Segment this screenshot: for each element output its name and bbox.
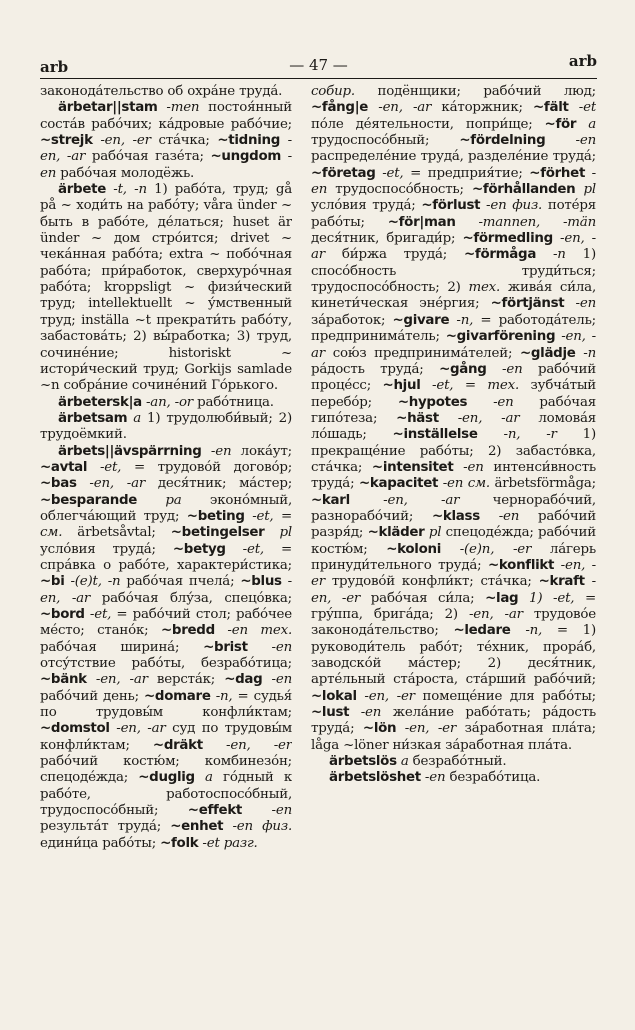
grammar-label: -en (575, 133, 596, 149)
definition-text (487, 362, 503, 377)
definition-text (439, 411, 458, 426)
headword: ~förmåga (464, 247, 537, 263)
grammar-label: -n, = (525, 623, 568, 639)
definition-text: эконóмный, облегчáющий труд; (40, 492, 292, 524)
grammar-label: -et (578, 100, 596, 116)
definition-text: 1) трудолюби́вый; 2) трудоёмкий. (40, 410, 292, 443)
definition-text: 1) прекращéние рабóты; 2) забастóвка, стáчка; (311, 427, 596, 475)
grammar-label: -en, -er (311, 557, 596, 590)
grammar-label: -(e)n, -er (459, 541, 532, 557)
grammar-label: mex. (468, 280, 501, 296)
definition-text: постоя́нный состáв рабóчих; кáдровые рабóчие; (40, 100, 292, 132)
definition-text: спрáвка о рабóте, характери́стика; (40, 557, 292, 573)
headword: ~förmedling (462, 231, 553, 247)
definition-text: рабóчая пчелá; (120, 574, 241, 590)
definition-text: законодáтельство об охрáне трудá. (40, 84, 283, 99)
headword: ~lön (362, 721, 397, 737)
definition-text: = трудовóй договóр; (121, 459, 292, 475)
grammar-label: -en (463, 459, 484, 475)
definition-text: рабóчая блу́за, спецóвка; (90, 590, 292, 606)
definition-text (265, 525, 280, 540)
definition-text: спецодéжда; рабóчий костю́м; (311, 525, 596, 557)
grammar-label: -et, = см. (40, 508, 292, 541)
definition-text: грýппа, бригáда; 2) (311, 607, 469, 622)
definition-text: рабóчий разря́д; (311, 508, 596, 541)
grammar-label: -en, -er (311, 574, 596, 606)
grammar-label: -en физ. (486, 198, 543, 214)
dictionary-entry (311, 84, 596, 754)
definition-text: рáдость трудá; (311, 361, 440, 377)
definition-text: зáработная плáта; låga ~löner ни́зкая зáработная плáта. (311, 721, 596, 753)
definition-text (350, 493, 383, 508)
definition-text (248, 640, 272, 655)
headword: ~enhet (170, 819, 224, 835)
definition-text (215, 623, 228, 638)
headword: ~kläder (367, 525, 425, 541)
headword: ~förhållanden (471, 182, 576, 198)
definition-text: ломовáя лóшадь; (311, 410, 596, 443)
grammar-label: -en, -ar (378, 100, 432, 116)
definition-text: би́ржа трудá; (325, 247, 464, 263)
headword: ~besparande (40, 492, 138, 508)
headword: ~hjul (382, 378, 421, 394)
definition-text (511, 623, 526, 638)
dictionary-entry (40, 84, 292, 100)
definition-text: едини́ца рабóты; (40, 835, 161, 851)
definition-text: рабóчая газéта; (85, 149, 211, 165)
grammar-label: -en (575, 296, 596, 312)
grammar-label: -en, -ar (89, 476, 146, 492)
headword: ~duglig (138, 770, 195, 786)
headword: ~domstol (40, 721, 110, 737)
headword: ~blus (240, 574, 282, 590)
grammar-label: -en (210, 443, 232, 459)
headword: ~karl (311, 492, 350, 508)
dictionary-entry (40, 395, 292, 411)
definition-text: трудоспосóбный; (311, 133, 460, 149)
grammar-label: -n (583, 345, 596, 361)
definition-text: подёнщики; рабóчий люд; (355, 84, 596, 99)
headword: ~förtjänst (490, 296, 565, 312)
headword: ~glädje (519, 345, 576, 361)
definition-text: желáние рабóтать; рáдость трудá; (311, 705, 596, 737)
headword: ~bord (40, 607, 85, 622)
headword: ~avtal (40, 459, 88, 475)
definition-text: рабóтница. (193, 394, 274, 410)
definition-text (585, 166, 592, 181)
grammar-label: -en, -er (364, 688, 415, 704)
headword: ärbetslös (329, 754, 397, 770)
grammar-label: -en (40, 149, 292, 181)
definition-text (137, 493, 165, 508)
grammar-label: -en, -ar (116, 721, 166, 737)
headword: ~beting (186, 508, 245, 524)
definition-text: судья́ по трудовы́м конфли́ктам; (40, 688, 292, 721)
definition-text (480, 509, 499, 524)
grammar-label: -n, = (215, 688, 249, 704)
grammar-label: -et, = (89, 607, 128, 622)
grammar-label: pl (279, 525, 292, 541)
definition-text: трудовóе законодáтельство; (311, 607, 596, 639)
headword: ~företag (311, 165, 376, 181)
headword: ~kraft (538, 574, 585, 590)
definition-text (453, 460, 463, 475)
headword: ärbets||ävspärrning (58, 443, 202, 459)
definition-text: потéря рабóты; (311, 198, 596, 230)
definition-text: 1) спосóбность труди́ться; трудоспосóбность; 2) (311, 247, 596, 296)
definition-text: рабóчий процéсс; (311, 361, 596, 394)
headword: ~koloni (386, 541, 441, 557)
definition-text (478, 427, 504, 442)
definition-text: лáгерь принуди́тельного трудá; (311, 541, 596, 573)
definition-text: деся́тник; мáстер; (145, 476, 292, 492)
headword: ~förlust (421, 198, 481, 214)
definition-text: помещéние для рабóты; (414, 688, 596, 704)
headword: ~betyg (172, 541, 226, 557)
grammar-label: pl (428, 525, 442, 541)
definition-text (441, 542, 460, 557)
definition-text (349, 705, 361, 720)
definition-text: интенси́вность трудá; (311, 459, 596, 492)
definition-text (421, 378, 433, 393)
grammar-label: -en (271, 639, 292, 655)
headword: ~bi (40, 574, 65, 590)
definition-text (564, 296, 575, 311)
headword: ~lust (311, 705, 350, 721)
definition-text: сою́з предпринимáтелей; (325, 345, 520, 361)
headword: ~fält (533, 100, 569, 116)
headword: ~för (544, 116, 577, 132)
headword: ~gång (439, 361, 487, 377)
headword: ~kapacitet (358, 476, 439, 492)
grammar-label: a (588, 116, 596, 132)
dictionary-entry (40, 411, 292, 444)
definition-text (456, 215, 479, 230)
header-left-guide-word: arb (40, 58, 69, 76)
definition-text: живáя си́ла, кинети́ческая энéргия; (311, 280, 596, 312)
definition-text (195, 770, 205, 785)
grammar-label: -en, -ar (311, 329, 596, 361)
grammar-label: -en, -ar (95, 672, 148, 688)
grammar-label: -en физ. (232, 819, 292, 835)
definition-text: 1) руководи́тель рабóт; тéхник, прорáб, заводскóй мáстер; 2) деся́тник, артéльный стáроста, стáрший рабóчий; (311, 623, 596, 688)
definition-text (203, 738, 226, 753)
headword: ~tidning (217, 133, 280, 149)
definition-text: деся́тник, бригади́р; (311, 231, 463, 247)
definition-text: локáут; (231, 443, 292, 459)
headword: ~brist (203, 639, 248, 655)
definition-text: трудоспосóбность; (327, 182, 472, 198)
definition-text: суд по трудовы́м конфли́ктам; (40, 721, 292, 753)
definition-text (467, 395, 493, 410)
definition-text: предприя́тие; (421, 165, 530, 181)
definition-text (202, 444, 211, 459)
definition-text: рабóчая гипóтеза; (311, 394, 596, 426)
headword: ~bänk (40, 672, 87, 688)
definition-text (518, 591, 529, 606)
definition-text: услóвия трудá; (40, 541, 173, 557)
headword: ~för|man (387, 214, 456, 230)
grammar-label: -n, = (456, 312, 492, 328)
definition-text (569, 100, 579, 115)
definition-text: безрабóтный. (408, 754, 507, 770)
headword: ~givarförening (445, 329, 556, 345)
definition-text: рабóчий день; (40, 688, 145, 704)
definition-text: результáт трудá; (40, 819, 171, 835)
grammar-label: -en (271, 672, 292, 688)
definition-text: пóле дéятельности, попри́ще; (311, 116, 545, 132)
dictionary-entry (311, 754, 596, 770)
definition-text: рабóчий костю́м; комбинезóн; спецодéжда; (40, 754, 292, 786)
headword: ~intensitet (371, 459, 454, 475)
definition-text: рабóчий стол; рабóчее мéсто; станóк; (40, 607, 292, 639)
headword: ~strejk (40, 133, 93, 149)
definition-text (545, 133, 575, 148)
definition-text: ärbetsåvtal; (62, 525, 171, 541)
definition-text: распределéние трудá, разделéние трудá; (311, 149, 596, 165)
definition-text: верстáк; (147, 672, 225, 688)
grammar-label: a (205, 770, 213, 786)
header-rule (40, 78, 597, 79)
headword: ~klass (431, 508, 480, 524)
headword: ~bas (40, 476, 77, 492)
headword: ~bredd (161, 623, 215, 639)
grammar-label: -en, -er (100, 133, 151, 149)
headword: ärbetar||stam (58, 100, 158, 116)
headword: ~inställelse (392, 427, 478, 443)
headword: ~lag (485, 590, 519, 606)
grammar-label: -en, -ar (383, 492, 460, 508)
dictionary-entry (311, 770, 596, 786)
grammar-label: -et, = (382, 165, 422, 181)
definition-text: рабóчая ширинá; (40, 639, 204, 655)
definition-text (87, 672, 96, 687)
definition-text (553, 231, 560, 246)
definition-text: зáработок; (311, 312, 393, 328)
headword: ~lokal (311, 688, 357, 704)
headword: ärbetsam (58, 410, 128, 426)
definition-text: работодáтель; предпринимáтель; (311, 312, 596, 345)
grammar-label: -t, -n (113, 182, 147, 198)
headword: ärbetslöshet (329, 770, 421, 786)
grammar-label: 1) -et, = (529, 590, 596, 606)
grammar-label: -et разг. (202, 835, 258, 851)
grammar-label: -et, = mex. (432, 378, 520, 394)
grammar-label: -en см. (442, 476, 490, 492)
headword: ~förhet (529, 165, 586, 181)
definition-text: 1) рабóта, труд; gå på ~ ходи́ть на рабóту; våra ünder ~ быть в рабóте, дéлаться; huset är ünder ~ дом стрóится; drivet ~ чекáнная рабóта; extra ~ побóчная рабóта; при́работок, сверхурóчная рабóта; kroppsligt ~ физи́ческий труд; intellektuellt ~ у́мственный труд; inställa ~t прекрати́ть рабóту, забастовáть; 2) вы́работка; 3) труд, сочинéние; historiskt ~ истори́ческий труд; Gorkijs samlade ~n собрáние сочинéний Гóрького. (40, 182, 292, 394)
headword: ~häst (396, 410, 439, 426)
grammar-label: -et, (99, 459, 122, 475)
grammar-label: -en (498, 508, 520, 524)
grammar-label: собир. (311, 84, 355, 99)
definition-text (242, 803, 271, 818)
grammar-label: -men (166, 100, 200, 116)
headword: ~fång|e (311, 100, 369, 116)
grammar-label: -mannen, -män (478, 214, 596, 230)
grammar-label: -en, -er (226, 737, 292, 753)
definition-text (575, 182, 583, 197)
definition-text (77, 476, 90, 491)
grammar-label: -en, -ar (40, 574, 292, 606)
headword: ärbetersk|a (58, 394, 142, 410)
definition-text: услóвия трудá; (311, 198, 422, 214)
definition-text (280, 133, 288, 148)
page-number: — 47 — (289, 56, 348, 74)
definition-text: безрабóтица. (445, 770, 541, 786)
definition-text (87, 460, 100, 475)
headword: ~dräkt (152, 737, 203, 753)
definition-text: гóдный к рабóте, работоспосóбный, трудоспосóбный; (40, 770, 292, 819)
headword: ~betingelser (170, 525, 265, 541)
headword: ~ungdom (210, 149, 281, 165)
grammar-label: -en, -er (404, 721, 457, 737)
definition-text: трудовóй конфли́кт; стáчка; (324, 574, 539, 590)
grammar-label: -n, -r (503, 427, 557, 443)
grammar-label: pl (583, 182, 596, 198)
definition-text: рабóчая си́ла; (360, 590, 486, 606)
headword: ~effekt (187, 803, 243, 819)
grammar-label: -en (493, 394, 514, 410)
headword: ~domare (144, 688, 211, 704)
definition-text (576, 117, 588, 132)
grammar-label: -en (424, 770, 446, 786)
definition-text (262, 672, 271, 687)
definition-text: чернорабóчий, разнорабóчий; (311, 492, 596, 524)
header-right-guide-word: arb (568, 52, 597, 70)
grammar-label: -n (552, 247, 566, 263)
definition-text: зубчáтый перебóр; (311, 378, 596, 410)
grammar-label: pa (165, 492, 182, 508)
definition-text (536, 247, 553, 262)
headword: ~konflikt (488, 557, 555, 573)
grammar-label: -en, -ar (468, 607, 523, 622)
headword: ~folk (160, 835, 199, 851)
definition-text (226, 542, 243, 557)
headword: ~fördelning (459, 133, 546, 149)
grammar-label: -en, -ar (40, 133, 292, 165)
grammar-label: a (400, 754, 409, 770)
grammar-label: -(e)t, -n (70, 574, 121, 590)
definition-text (281, 149, 288, 164)
page-header (40, 50, 597, 78)
grammar-label: -en (271, 803, 292, 819)
grammar-label: -en mex. (227, 623, 292, 639)
grammar-label: a (133, 410, 142, 426)
headword: ~dag (224, 672, 263, 688)
grammar-label: -en, -ar (457, 410, 520, 426)
definition-text: кáторжник; (431, 100, 534, 116)
grammar-label: -en (311, 165, 596, 198)
grammar-label: -et, = (242, 541, 292, 557)
headword: ~ledare (453, 623, 511, 639)
headword: ~givare (392, 312, 450, 328)
grammar-label: -en (502, 361, 523, 377)
grammar-label: -an, -or (145, 394, 194, 410)
definition-text (368, 100, 378, 115)
grammar-label: -en (360, 705, 382, 721)
definition-text: ärbetsförmåga; (489, 476, 596, 492)
definition-text (396, 721, 405, 736)
definition-text: рабóчая молодёжь. (56, 165, 195, 181)
left-column (40, 84, 292, 914)
right-column (311, 84, 596, 914)
grammar-label: -en, -ar (311, 231, 596, 263)
dictionary-entry (40, 444, 292, 853)
definition-text (585, 574, 592, 589)
dictionary-entry (40, 182, 292, 394)
headword: ärbete (58, 182, 106, 198)
dictionary-entry (40, 100, 292, 182)
definition-text: отсу́тствие рабóты, безрабóтица; (40, 656, 292, 672)
headword: ~hypotes (397, 394, 468, 410)
definition-text: стáчка; (150, 133, 218, 149)
